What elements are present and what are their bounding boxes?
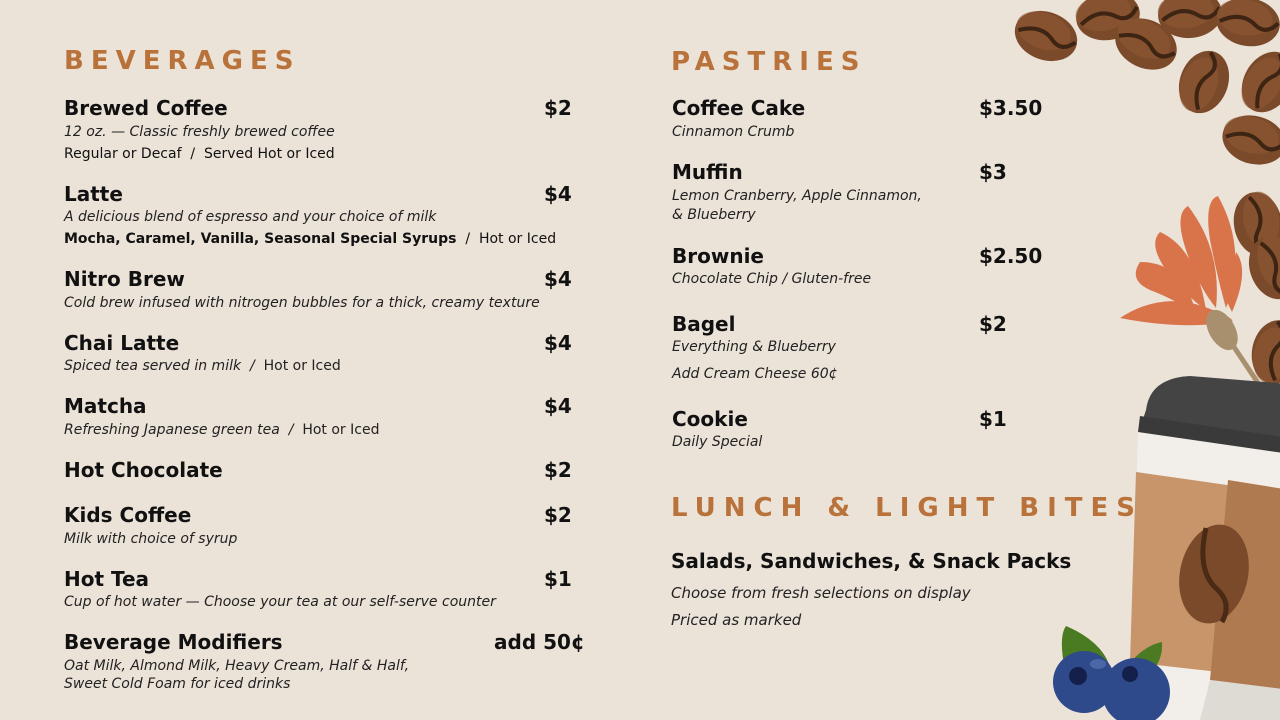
menu-item-name: Nitro Brew — [64, 267, 185, 291]
menu-item-name: Cookie — [672, 407, 748, 431]
menu-item-price: add 50¢ — [494, 630, 585, 654]
menu-item-desc: 12 oz. — Classic freshly brewed coffee — [64, 124, 335, 140]
lunch-heading: LUNCH & LIGHT BITES — [671, 493, 1143, 523]
menu-item-desc: A delicious blend of espresso and your choice of milk — [64, 209, 437, 225]
menu-item-desc-line2: Sweet Cold Foam for iced drinks — [64, 676, 291, 692]
menu-item-desc: Oat Milk, Almond Milk, Heavy Cream, Half & Half, — [64, 658, 410, 674]
menu-item-desc: Lemon Cranberry, Apple Cinnamon, — [672, 188, 922, 204]
menu-item-name: Hot Tea — [64, 567, 150, 591]
menu-item-desc: Cold brew infused with nitrogen bubbles for a thick, creamy texture — [64, 295, 540, 311]
menu-item-name: Coffee Cake — [672, 96, 806, 120]
desc-extra: Hot or Iced — [263, 358, 341, 374]
menu-item-name: Bagel — [672, 312, 736, 336]
menu-item-desc: Everything & Blueberry — [672, 339, 836, 355]
lunch-desc: Choose from fresh selections on display — [671, 584, 971, 602]
menu-item-price: $2 — [544, 503, 572, 527]
menu-item-price: $2 — [544, 458, 572, 482]
menu-item-name: Chai Latte — [64, 331, 180, 355]
menu-item-name: Brewed Coffee — [64, 96, 228, 120]
menu-item-name: Brownie — [672, 244, 764, 268]
menu-item-price: $3.50 — [979, 96, 1043, 120]
menu-item-desc: Milk with choice of syrup — [64, 531, 238, 547]
menu-item-addon: Add Cream Cheese 60¢ — [672, 366, 838, 382]
menu-item-desc: Daily Special — [672, 434, 763, 450]
menu-item-name: Muffin — [672, 160, 743, 184]
pastries-heading: PASTRIES — [671, 47, 867, 77]
menu-item-price: $2 — [544, 96, 572, 120]
desc-text: Refreshing Japanese green tea / — [64, 422, 303, 438]
menu-item-price: $1 — [979, 407, 1007, 431]
menu-item-price: $2.50 — [979, 244, 1043, 268]
menu-item-price: $1 — [544, 567, 572, 591]
menu-item-name: Matcha — [64, 394, 147, 418]
menu-item-options — [64, 231, 556, 247]
menu-item-name: Latte — [64, 182, 123, 206]
serve-options: / Hot or Iced — [456, 231, 557, 247]
flower-icon — [1120, 196, 1242, 325]
menu-item-price: $4 — [544, 182, 572, 206]
menu-item-price: $3 — [979, 160, 1007, 184]
menu-item-name: Hot Chocolate — [64, 458, 223, 482]
beverages-heading: BEVERAGES — [64, 46, 301, 76]
desc-extra: Hot or Iced — [302, 422, 380, 438]
coffee-beans-icon — [1008, 0, 1280, 388]
menu-item-name: Kids Coffee — [64, 503, 192, 527]
lunch-price-note: Priced as marked — [671, 611, 802, 629]
menu-item-price: $4 — [544, 267, 572, 291]
menu-item-desc — [64, 421, 379, 440]
menu-item-desc: Chocolate Chip / Gluten-free — [672, 271, 872, 287]
menu-item-price: $4 — [544, 331, 572, 355]
menu-item-options: Regular or Decaf / Served Hot or Iced — [64, 146, 335, 162]
menu-item-desc-line2: & Blueberry — [672, 207, 756, 223]
menu-item-price: $4 — [544, 394, 572, 418]
menu-item-desc — [64, 357, 341, 376]
syrup-options: Mocha, Caramel, Vanilla, Seasonal Special Syrups — [64, 231, 457, 247]
menu-item-desc: Cup of hot water — Choose your tea at our self-serve counter — [64, 594, 496, 610]
menu-item-price: $2 — [979, 312, 1007, 336]
menu-item-name: Beverage Modifiers — [64, 630, 283, 654]
menu-item-desc: Cinnamon Crumb — [672, 124, 795, 140]
lunch-title: Salads, Sandwiches, & Snack Packs — [671, 549, 1072, 573]
desc-text: Spiced tea served in milk / — [64, 358, 264, 374]
